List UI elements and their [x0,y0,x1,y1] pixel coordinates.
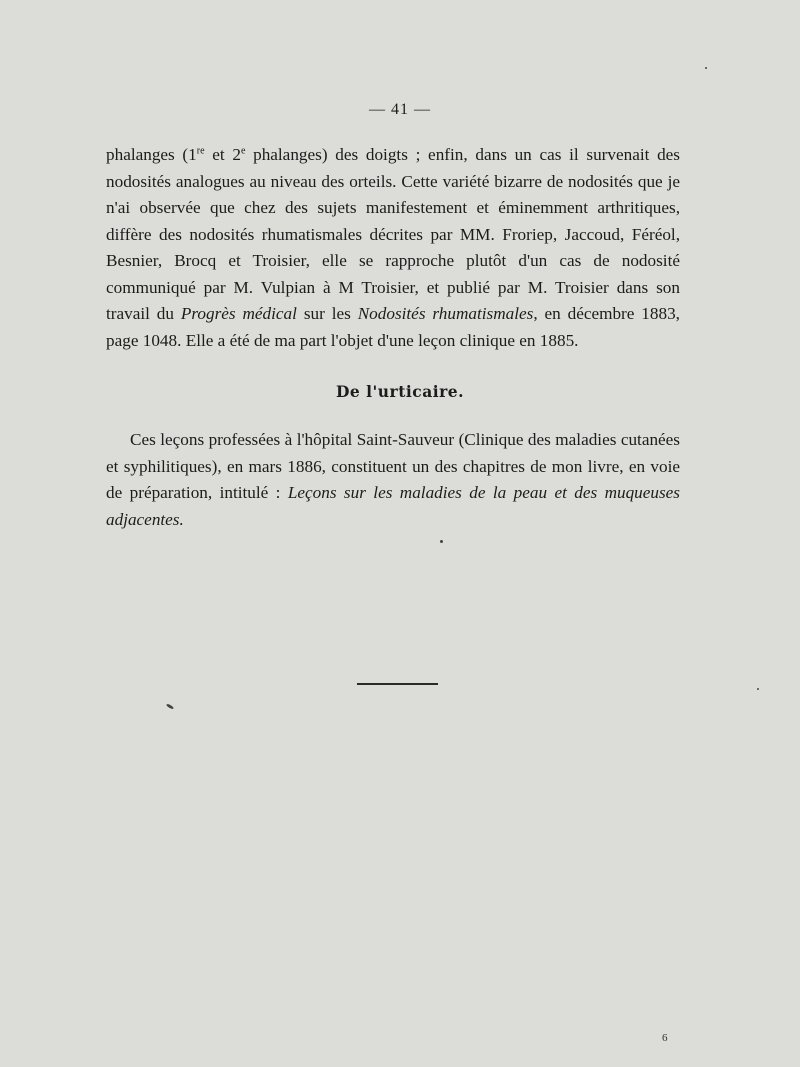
paragraph-nodosites [106,142,680,354]
book-title: Leçons sur les maladies de la peau et des muqueuses adjacentes. [106,483,680,529]
paragraph-text: , en décembre 1883, page 1048. Elle a été de ma part l'objet d'une leçon clinique en 1885. [106,304,680,350]
paragraph-text: phalanges) des doigts ; enfin, dans un cas il survenait des nodosités analogues au niveau des orteils. Cette variété bizarre de nodosités que je n'ai observée que chez des sujets manifestement et éminemment arthritiques, diffère des nodosités rhumatismales décrites par MM. Froriep, Jaccoud, Féréol, Besnier, Brocq et Troisier, elle se rapproche plutôt d'un cas de nodosité communiqué par M. Vulpian à M Troisier, et publié par M. Troisier dans son travail du [106,145,680,323]
section-divider [357,683,438,685]
paragraph-text: sur les [296,304,358,323]
paragraph-text: phalanges (1 [106,145,197,164]
ink-speck [166,703,174,710]
ink-speck [440,540,443,543]
ink-speck [705,67,707,69]
paragraph-text: Ces leçons professées à l'hôpital Saint-Sauveur (Clinique des maladies cutanées et syphilitiques), en mars 1886, constituent un des chapitres de mon livre, en voie de préparation, intitulé : [106,430,680,502]
paragraph-text: et 2 [204,145,241,164]
journal-title: Progrès médical [180,304,297,323]
page-number: — 41 — [369,101,431,118]
superscript: e [240,145,246,157]
ink-speck [757,688,759,690]
paragraph-urticaire [106,427,680,533]
section-heading: De l'urticaire. [335,382,465,401]
signature-mark: 6 [662,1032,668,1044]
superscript: re [196,145,205,157]
article-title: Nodosités rhumatismales [357,304,534,323]
